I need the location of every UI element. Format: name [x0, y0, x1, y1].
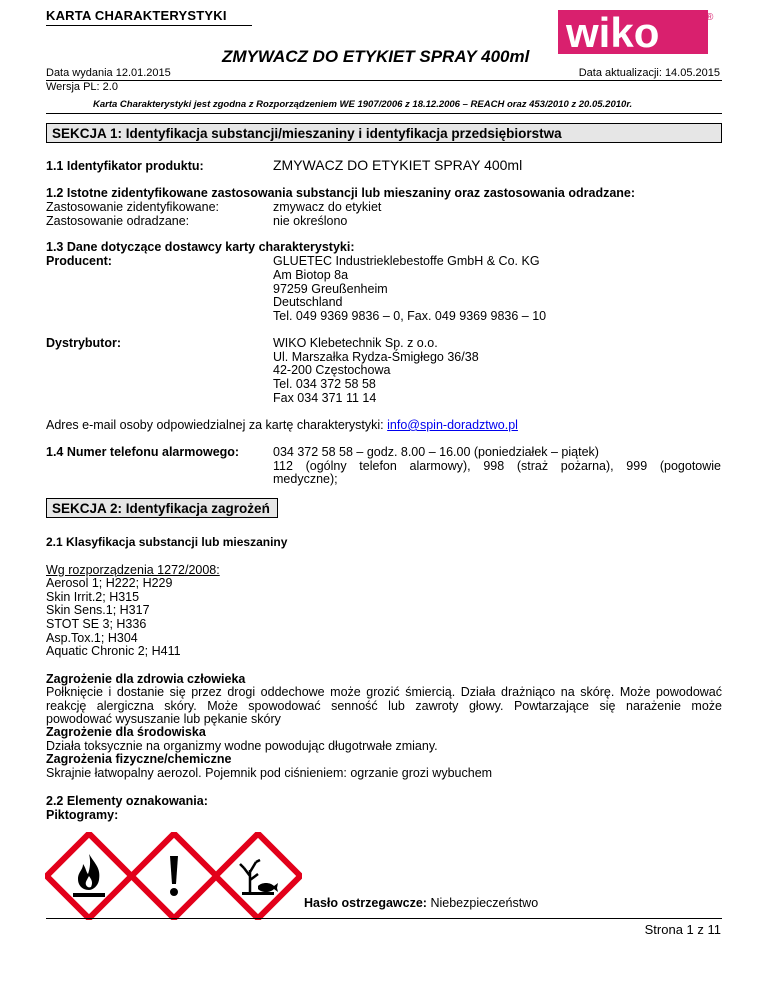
advised-against-value: nie określono: [273, 214, 348, 228]
distributor-line: WIKO Klebetechnik Sp. z o.o.: [273, 336, 438, 350]
physical-hazard-heading: Zagrożenia fizyczne/chemiczne: [46, 752, 232, 766]
producer-label: Producent:: [46, 254, 112, 268]
update-date: Data aktualizacji: 14.05.2015: [578, 67, 720, 79]
emergency-phone-line: 034 372 58 58 – godz. 8.00 – 16.00 (poniedziałek – piątek): [273, 445, 599, 459]
label-elements-heading: 2.2 Elementy oznakowania:: [46, 794, 208, 808]
exclamation-icon: [130, 832, 218, 920]
section-1-header: [46, 123, 722, 143]
emergency-phone-line: medyczne);: [273, 472, 338, 486]
distributor-line: Ul. Marszałka Rydza-Śmigłego 36/38: [273, 350, 479, 364]
environment-icon: [214, 832, 302, 920]
wiko-logo: [556, 6, 720, 62]
producer-line: 97259 Greußenheim: [273, 282, 388, 296]
document-title: ZMYWACZ DO ETYKIET SPRAY 400ml: [222, 47, 530, 66]
health-hazard-line: Połknięcie i dostanie się przez drogi oddechowe może grozić śmiercią. Działa drażniąco na skórę. Może powodować: [46, 685, 722, 699]
note-rule: [46, 113, 722, 114]
section-2-title: SEKCJA 2: Identyfikacja zagrożeń: [52, 501, 270, 516]
hazard-class: Asp.Tox.1; H304: [46, 631, 138, 645]
distributor-line: Tel. 034 372 58 58: [273, 377, 376, 391]
physical-hazard-text: Skrajnie łatwopalny aerozol. Pojemnik pod ciśnieniem: ogrzanie grozi wybuchem: [46, 766, 493, 780]
environment-hazard-heading: Zagrożenie dla środowiska: [46, 725, 206, 739]
issue-date: Data wydania 12.01.2015: [46, 67, 171, 79]
footer-rule: [46, 918, 722, 919]
advised-against-label: Zastosowanie odradzane:: [46, 214, 190, 228]
producer-line: Tel. 049 9369 9836 – 0, Fax. 049 9369 9836 – 10: [273, 309, 547, 323]
hazard-class: Aerosol 1; H222; H229: [46, 576, 173, 590]
version: Wersja PL: 2.0: [46, 81, 118, 93]
health-hazard-line: reakcję alergiczna skóry. Może spowodować senność lub zawroty głowy. Powtarzające się narażenie może: [46, 699, 722, 713]
hazard-class: Skin Irrit.2; H315: [46, 590, 140, 604]
hazard-class: STOT SE 3; H336: [46, 617, 147, 631]
hazard-class: Aquatic Chronic 2; H411: [46, 644, 181, 658]
section-2-header: [46, 498, 278, 518]
signal-word-row: [304, 896, 538, 910]
email-link[interactable]: info@spin-doradztwo.pl: [387, 418, 518, 432]
pictograms-label: Piktogramy:: [46, 808, 119, 822]
identified-use-value: zmywacz do etykiet: [273, 200, 382, 214]
signal-word-label: Hasło ostrzegawcze:: [304, 896, 427, 910]
flame-icon: [45, 832, 133, 920]
email-label: Adres e-mail osoby odpowiedzialnej za kartę charakterystyki:: [46, 418, 384, 432]
supplier-heading: 1.3 Dane dotyczące dostawcy karty charakterystyki:: [46, 240, 355, 254]
distributor-line: 42-200 Częstochowa: [273, 363, 391, 377]
signal-word-value: Niebezpieczeństwo: [430, 896, 539, 910]
producer-line: GLUETEC Industrieklebestoffe GmbH & Co. KG: [273, 254, 540, 268]
emergency-phone-line: 112 (ogólny telefon alarmowy), 998 (straż pożarna), 999 (pogotowie: [273, 459, 721, 473]
producer-line: Deutschland: [273, 295, 343, 309]
emergency-phone-label: 1.4 Numer telefonu alarmowego:: [46, 445, 240, 459]
distributor-line: Fax 034 371 11 14: [273, 391, 377, 405]
page-number: Strona 1 z 11: [644, 922, 721, 937]
section-1-title: SEKCJA 1: Identyfikacja substancji/mieszaniny i identyfikacja przedsiębiorstwa: [52, 126, 562, 141]
email-row: [46, 418, 518, 432]
header-rule: [46, 80, 722, 81]
document-type: KARTA CHARAKTERYSTYKI: [46, 8, 227, 23]
product-identifier-label: 1.1 Identyfikator produktu:: [46, 159, 204, 173]
health-hazard-line: powodować wysuszanie lub pękanie skóry: [46, 712, 281, 726]
header-underline: [46, 25, 252, 26]
distributor-label: Dystrybutor:: [46, 336, 122, 350]
regulation-label: Wg rozporządzenia 1272/2008:: [46, 563, 220, 577]
product-identifier-value: ZMYWACZ DO ETYKIET SPRAY 400ml: [273, 157, 523, 173]
hazard-class: Skin Sens.1; H317: [46, 603, 150, 617]
regulation-note: Karta Charakterystyki jest zgodna z Rozporządzeniem WE 1907/2006 z 18.12.2006 – REACH oraz 453/2010 z 20.05.2010r.: [93, 99, 633, 110]
environment-hazard-text: Działa toksycznie na organizmy wodne powodując długotrwałe zmiany.: [46, 739, 438, 753]
logo-text: wiko: [566, 9, 660, 56]
classification-heading: 2.1 Klasyfikacja substancji lub mieszaniny: [46, 535, 288, 549]
health-hazard-heading: Zagrożenie dla zdrowia człowieka: [46, 672, 246, 686]
producer-line: Am Biotop 8a: [273, 268, 349, 282]
identified-use-label: Zastosowanie zidentyfikowane:: [46, 200, 220, 214]
logo-registered-mark: ®: [706, 12, 714, 23]
uses-heading: 1.2 Istotne zidentyfikowane zastosowania substancji lub mieszaniny oraz zastosowania odradzane:: [46, 186, 636, 200]
